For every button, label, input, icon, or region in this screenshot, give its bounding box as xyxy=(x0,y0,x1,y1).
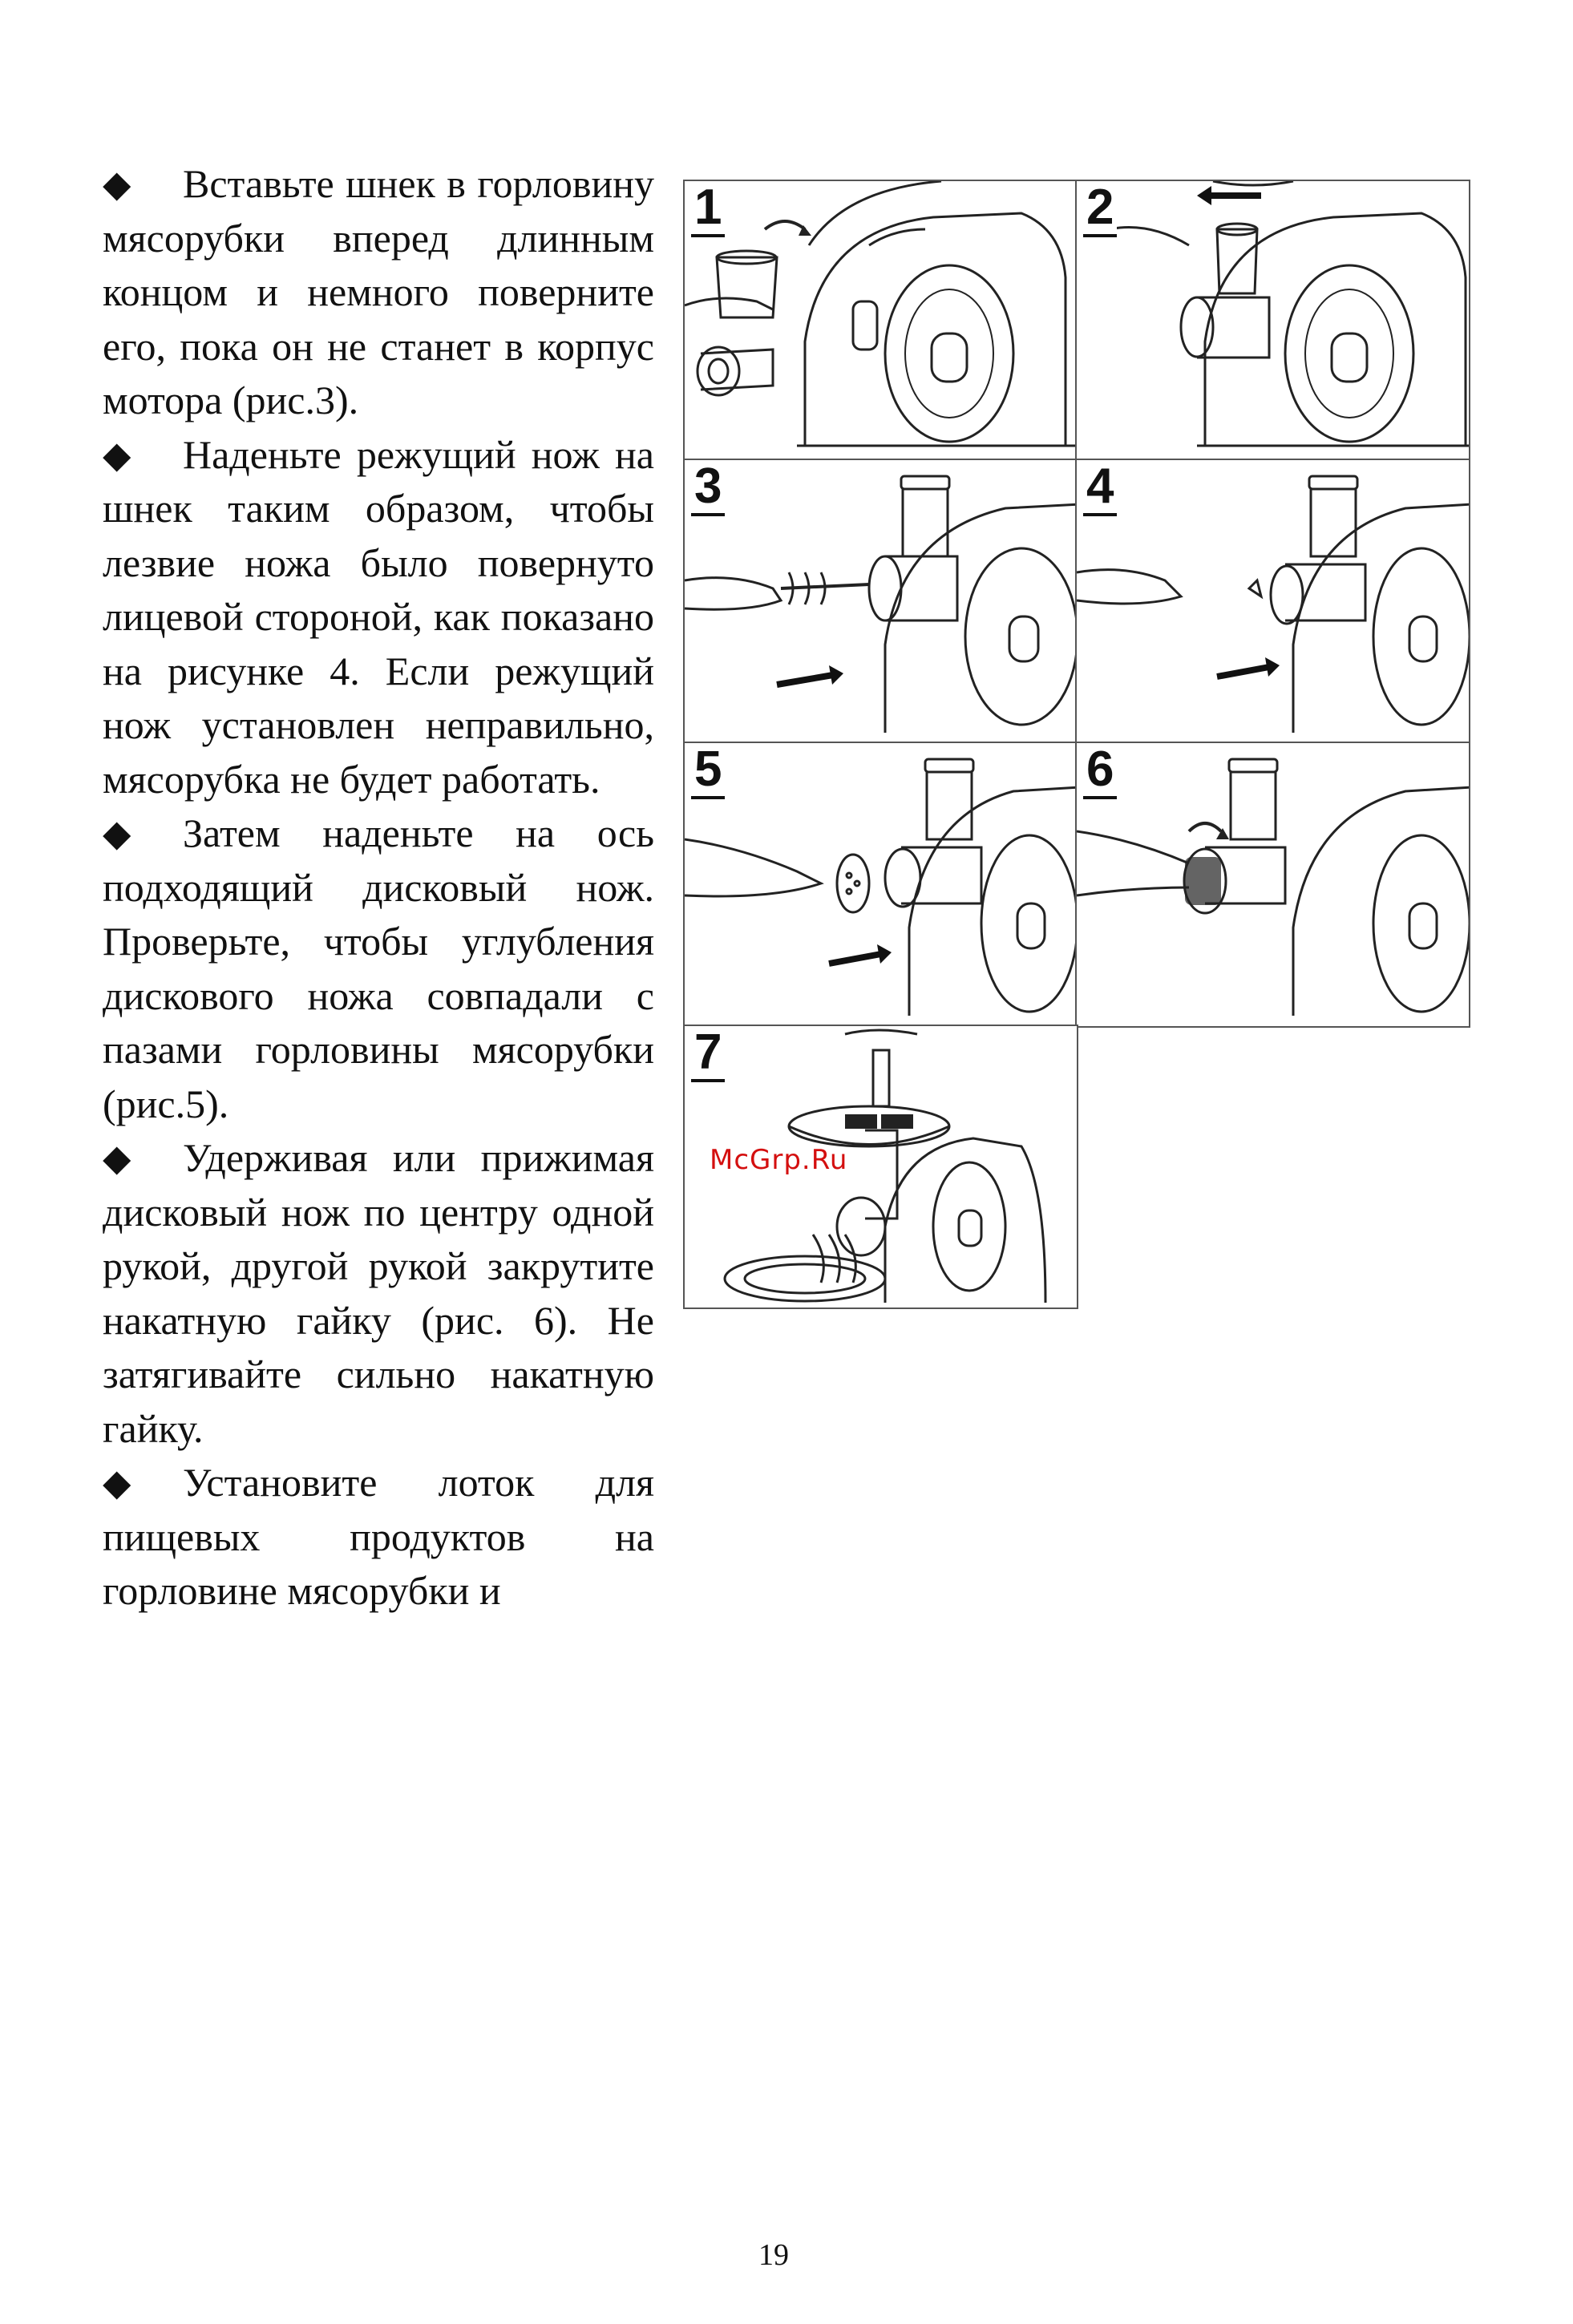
figure-panel-1 xyxy=(683,180,1078,462)
arrow-left-icon xyxy=(1197,186,1211,205)
figure-number: 7 xyxy=(691,1028,725,1082)
bullet-icon: ◆ xyxy=(103,162,131,205)
paragraph-1-text: Вставьте шнек в горловину мясорубки вперед длинным концом и немного поверните его, пока он не станет в корпус мотора (рис.3). xyxy=(103,161,654,422)
bullet-icon: ◆ xyxy=(103,811,131,855)
arrow-right-icon xyxy=(829,665,843,685)
figure-number: 5 xyxy=(691,745,725,799)
paragraph-2-text: Наденьте режущий нож на шнек таким образом, чтобы лезвие ножа было повернуто лицевой стороной, как показано на рисунке 4. Если режущий нож установлен неправильно, мясорубка не будет работать. xyxy=(103,431,654,802)
grinder-illustration-6 xyxy=(1077,743,1470,1028)
figure-panel-6 xyxy=(1075,742,1470,1028)
grinder-illustration-5 xyxy=(685,743,1078,1028)
grinder-illustration-3 xyxy=(685,460,1078,745)
grinder-illustration-4 xyxy=(1077,460,1470,745)
paragraph-3 xyxy=(103,806,654,1131)
paragraph-1 xyxy=(103,157,654,428)
figure-panel-3 xyxy=(683,459,1078,745)
arrow-right-icon xyxy=(1265,657,1280,677)
figure-number: 4 xyxy=(1083,462,1117,516)
bullet-icon: ◆ xyxy=(103,1461,131,1504)
paragraph-3-text: Затем наденьте на ось подходящий дисковый нож. Проверьте, чтобы углубления дискового ножа совпадали с пазами горловины мясорубки (рис.5). xyxy=(103,810,654,1126)
paragraph-2 xyxy=(103,428,654,807)
figure-number: 2 xyxy=(1083,183,1117,237)
figure-panel-4 xyxy=(1075,459,1470,745)
arrow-right-icon xyxy=(877,944,892,964)
figure-number: 6 xyxy=(1083,745,1117,799)
watermark: McGrp.Ru xyxy=(710,1144,848,1176)
instruction-text xyxy=(103,157,654,1619)
paragraph-5 xyxy=(103,1456,654,1619)
grinder-illustration-1 xyxy=(685,181,1078,462)
page-number: 19 xyxy=(758,2238,789,2272)
figure-grid xyxy=(683,180,1470,1309)
figure-number: 3 xyxy=(691,462,725,516)
figure-number: 1 xyxy=(691,183,725,237)
paragraph-5-text: Установите лоток для пищевых продуктов на горловине мясорубки и xyxy=(103,1460,654,1613)
paragraph-4-text: Удерживая или прижимая дисковый нож по центру одной рукой, другой рукой закрутите накатную гайку (рис. 6). Не затягивайте сильно накатную гайку. xyxy=(103,1135,654,1451)
paragraph-4 xyxy=(103,1131,654,1456)
figure-panel-2 xyxy=(1075,180,1470,462)
figure-panel-5 xyxy=(683,742,1078,1028)
bullet-icon: ◆ xyxy=(103,432,131,476)
grinder-illustration-2 xyxy=(1077,181,1470,462)
bullet-icon: ◆ xyxy=(103,1136,131,1179)
